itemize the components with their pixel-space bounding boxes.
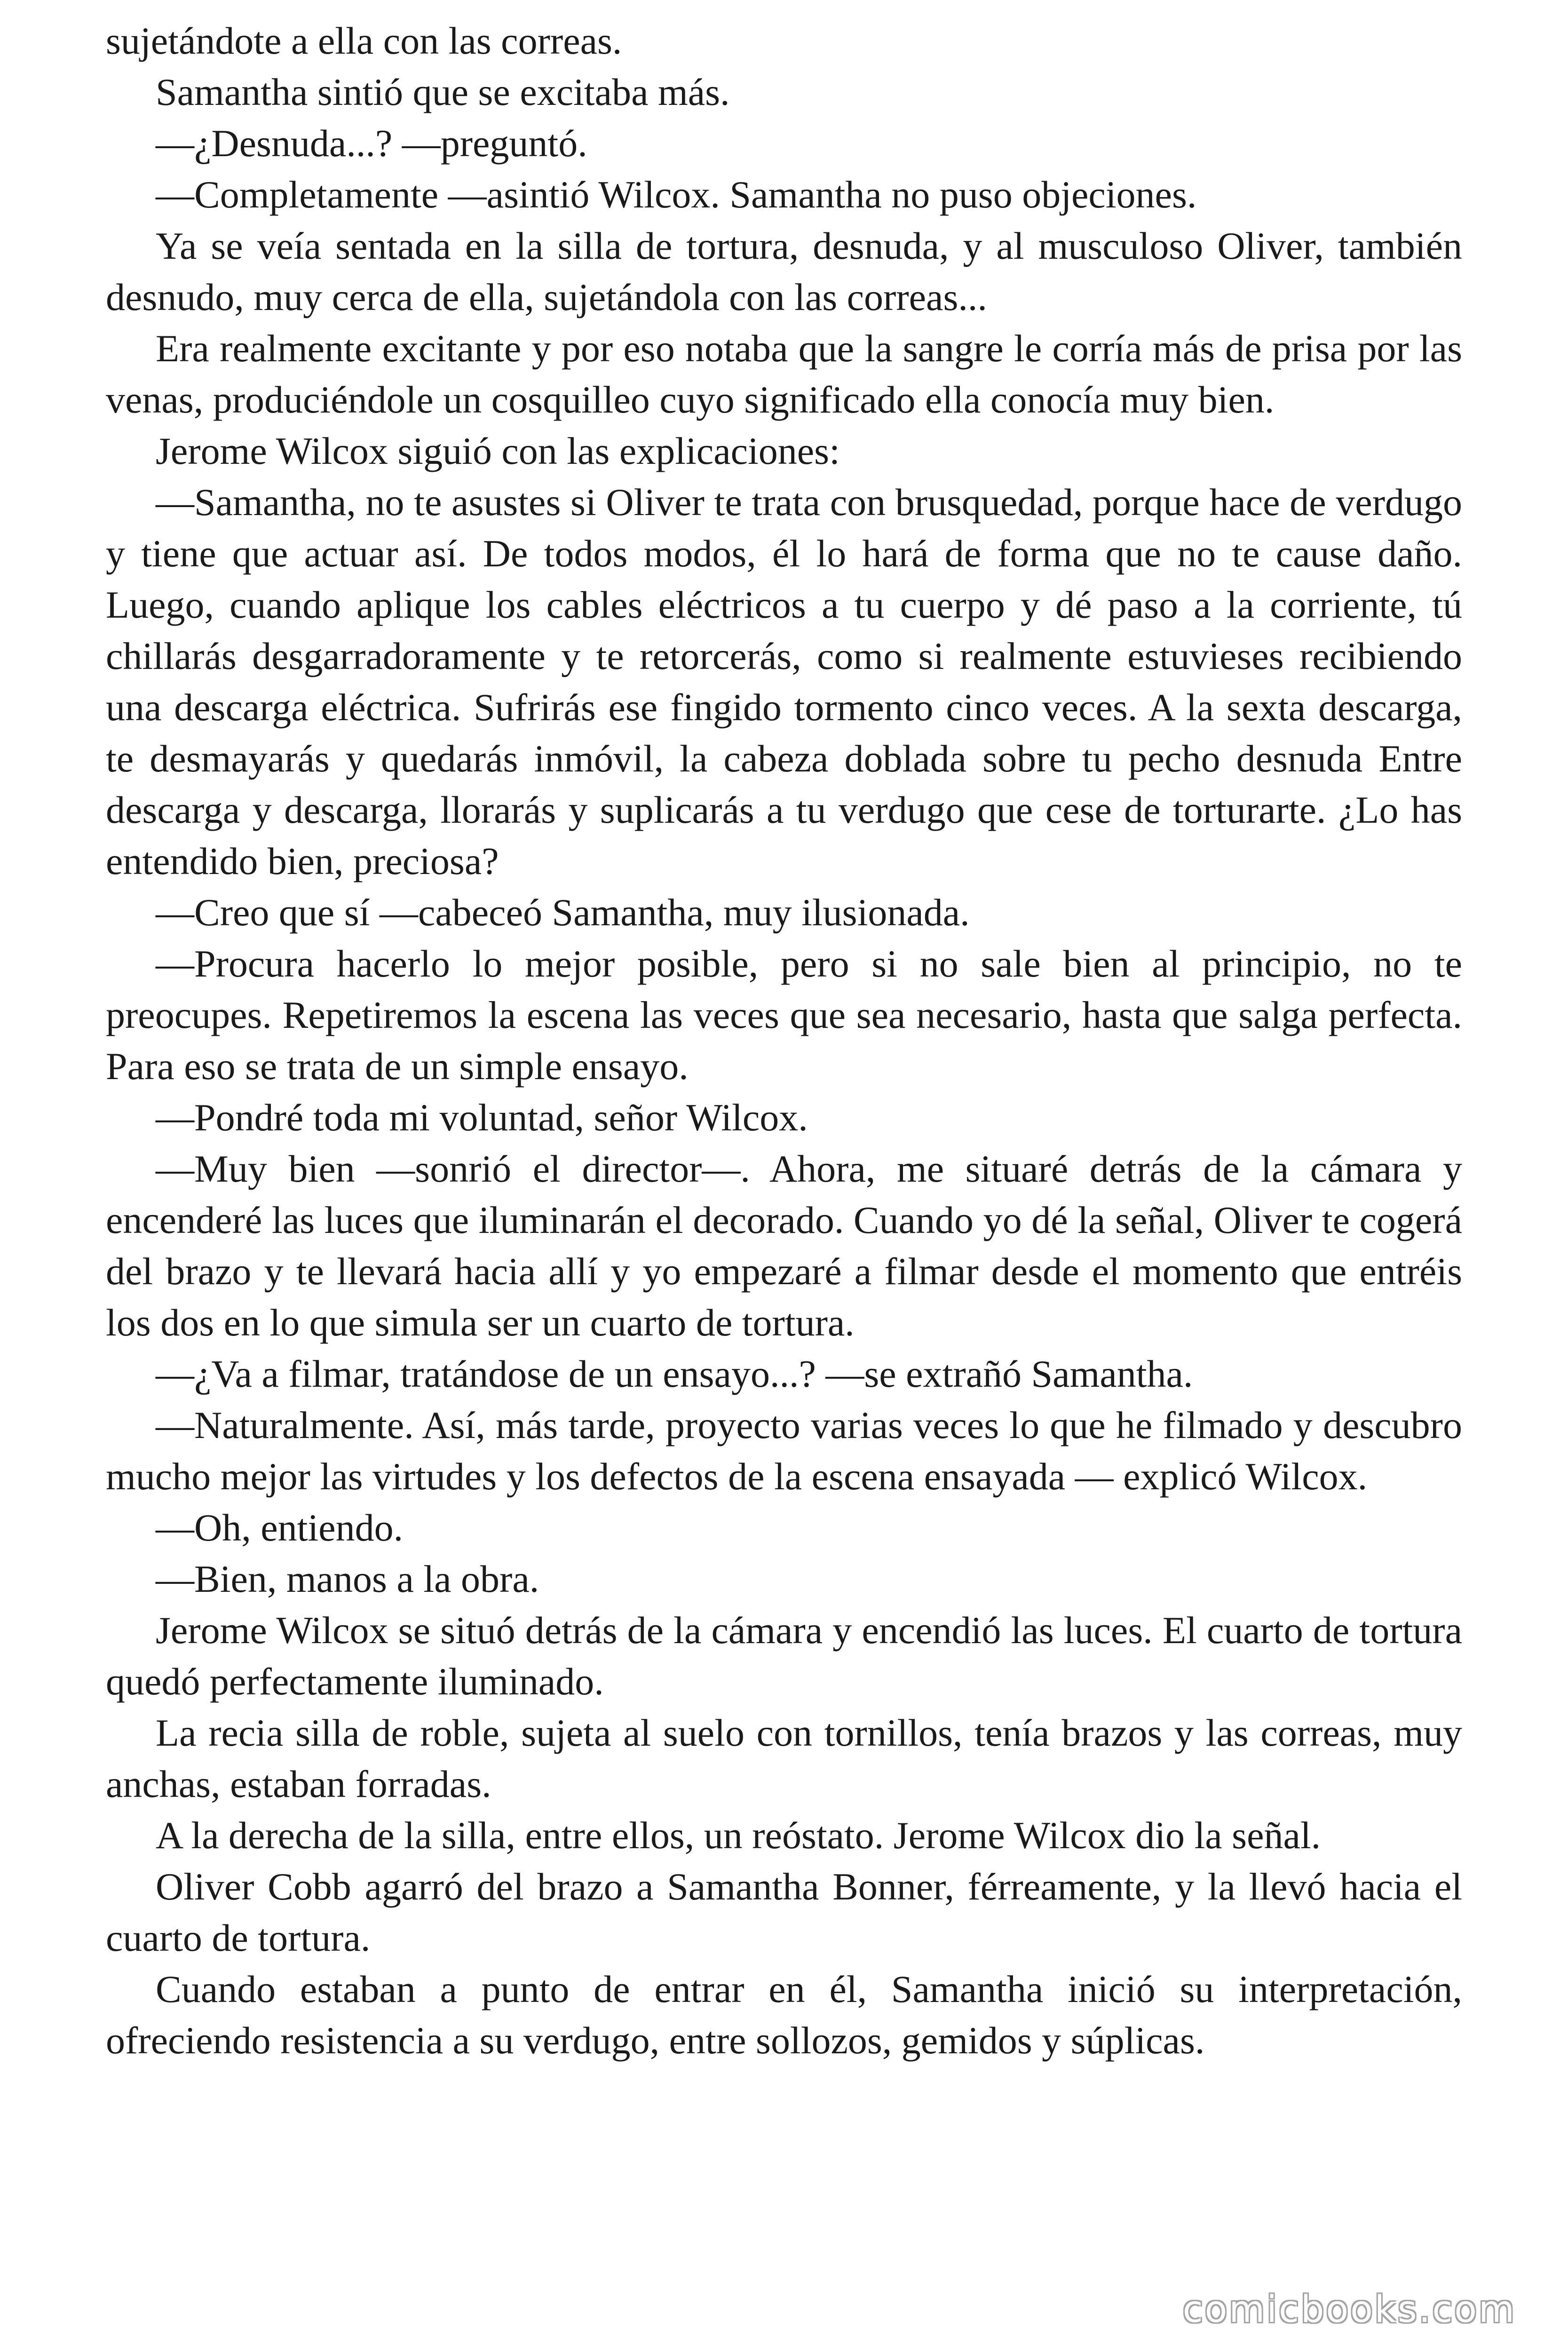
- paragraph: —Naturalmente. Así, más tarde, proyecto varias veces lo que he filmado y descubro mucho mejor las virtudes y los defectos de la escena ensayada — explicó Wilcox.: [106, 1404, 1462, 1498]
- paragraph: Samantha sintió que se excitaba más.: [156, 71, 730, 113]
- paragraph: Era realmente excitante y por eso notaba que la sangre le corría más de prisa por las venas, produciéndole un cosquilleo cuyo significado ella conocía muy bien.: [106, 327, 1462, 421]
- paragraph: —¿Va a filmar, tratándose de un ensayo...? —se extrañó Samantha.: [156, 1352, 1193, 1395]
- paragraph: —Completamente —asintió Wilcox. Samantha no puso objeciones.: [156, 173, 1197, 216]
- page-body: [106, 15, 1462, 2066]
- paragraph: —Bien, manos a la obra.: [156, 1557, 539, 1600]
- watermark: comicbooks.com: [1182, 2288, 1516, 2331]
- paragraph: —Creo que sí —cabeceó Samantha, muy ilusionada.: [156, 891, 970, 934]
- paragraph: —Muy bien —sonrió el director—. Ahora, me situaré detrás de la cámara y encenderé las luces que iluminarán el decorado. Cuando yo dé la señal, Oliver te cogerá del brazo y te llevará hacia allí y yo empezaré a filmar desde el momento que entréis los dos en lo que simula ser un cuarto de tortura.: [106, 1147, 1462, 1344]
- paragraph: Jerome Wilcox se situó detrás de la cámara y encendió las luces. El cuarto de tortura quedó perfectamente iluminado.: [106, 1609, 1462, 1703]
- paragraph: Ya se veía sentada en la silla de tortura, desnuda, y al musculoso Oliver, también desnudo, muy cerca de ella, sujetándola con las correas...: [106, 224, 1462, 318]
- paragraph: sujetándote a ella con las correas.: [106, 19, 622, 62]
- paragraph: —Oh, entiendo.: [156, 1506, 404, 1549]
- paragraph: La recia silla de roble, sujeta al suelo con tornillos, tenía brazos y las correas, muy anchas, estaban forradas.: [106, 1711, 1462, 1805]
- paragraph: Jerome Wilcox siguió con las explicaciones:: [156, 429, 840, 472]
- paragraph: A la derecha de la silla, entre ellos, un reóstato. Jerome Wilcox dio la señal.: [156, 1814, 1321, 1857]
- paragraph: —¿Desnuda...? —preguntó.: [156, 122, 587, 165]
- paragraph: —Samantha, no te asustes si Oliver te trata con brusquedad, porque hace de verdugo y tiene que actuar así. De todos modos, él lo hará de forma que no te cause daño. Luego, cuando aplique los cables eléctricos a tu cuerpo y dé paso a la corriente, tú chillarás desgarradoramente y te retorcerás, como si realmente estuvieses recibiendo una descarga eléctrica. Sufrirás ese fingido tormento cinco veces. A la sexta descarga, te desmayarás y quedarás inmóvil, la cabeza doblada sobre tu pecho desnuda Entre descarga y descarga, llorarás y suplicarás a tu verdugo que cese de torturarte. ¿Lo has entendido bien, preciosa?: [106, 481, 1462, 882]
- paragraph: Cuando estaban a punto de entrar en él, Samantha inició su interpretación, ofreciendo resistencia a su verdugo, entre sollozos, gemidos y súplicas.: [106, 1968, 1462, 2062]
- paragraph: Oliver Cobb agarró del brazo a Samantha Bonner, férreamente, y la llevó hacia el cuarto de tortura.: [106, 1865, 1462, 1959]
- paragraph: —Procura hacerlo lo mejor posible, pero si no sale bien al principio, no te preocupes. Repetiremos la escena las veces que sea necesario, hasta que salga perfecta. Para eso se trata de un simple ensayo.: [106, 942, 1462, 1088]
- paragraph: —Pondré toda mi voluntad, señor Wilcox.: [156, 1096, 808, 1139]
